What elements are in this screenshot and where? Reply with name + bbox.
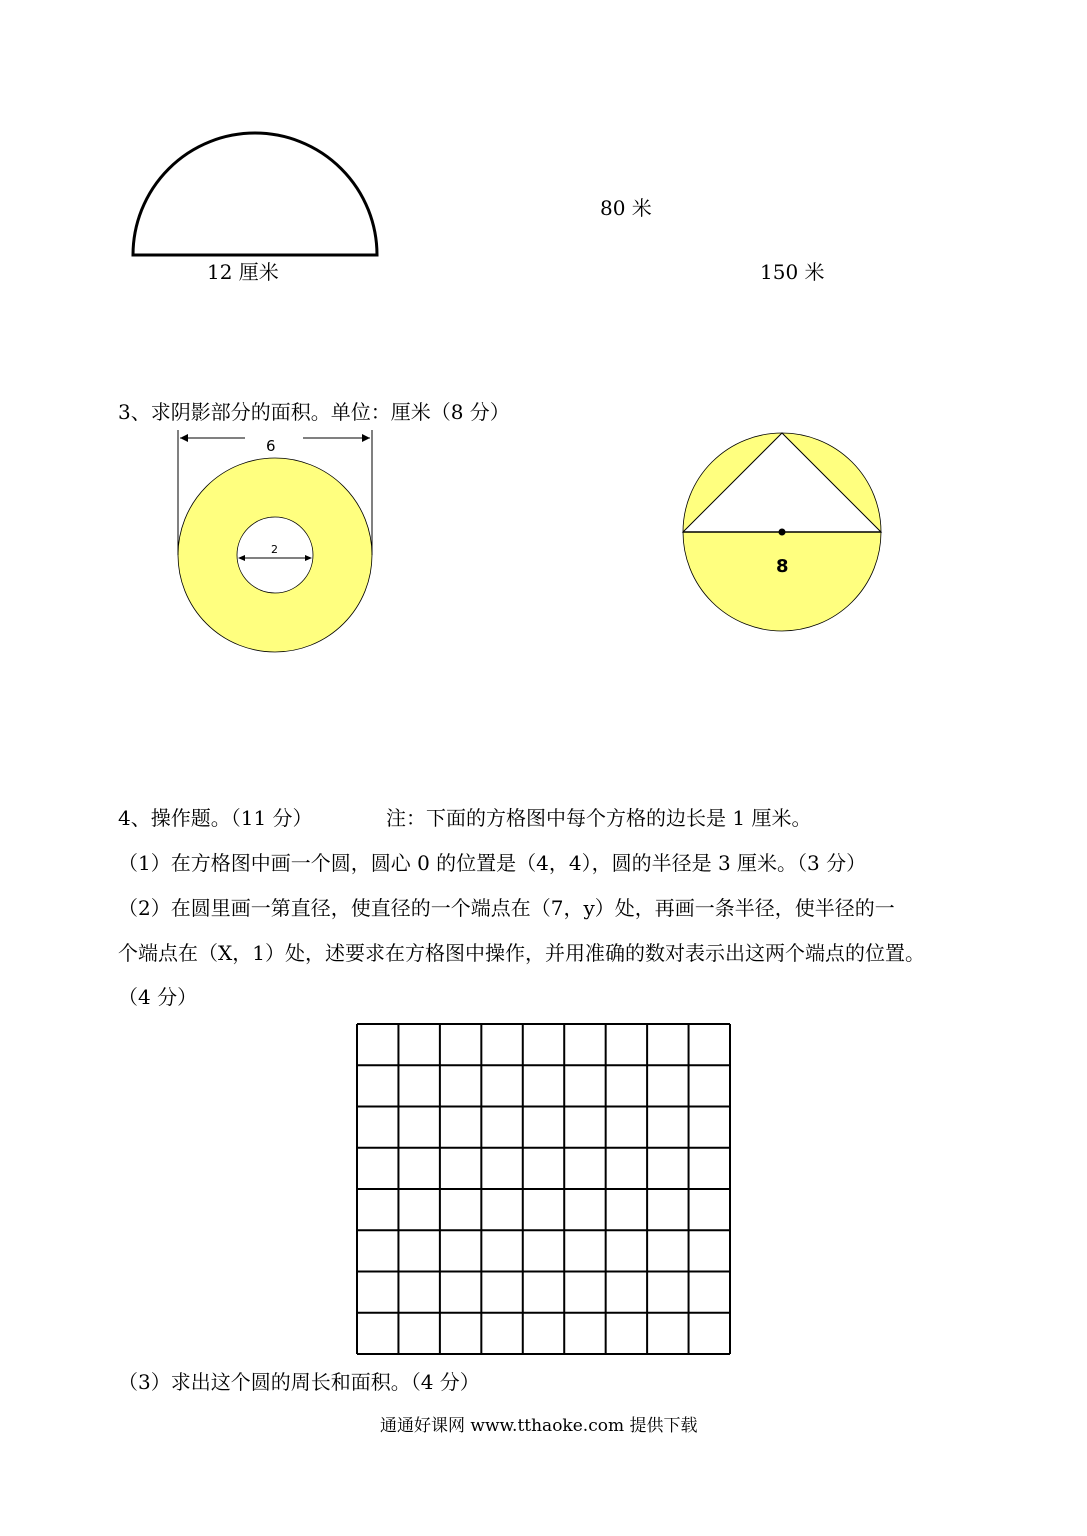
ring-outer-label: 6: [266, 437, 276, 455]
q4-part2-line2: 个端点在（X，1）处，述要求在方格图中操作，并用准确的数对表示出这两个端点的位置。: [118, 941, 925, 965]
q4-note: 注：下面的方格图中每个方格的边长是 1 厘米。: [386, 806, 812, 830]
q4-title: 4、操作题。（11 分）: [118, 806, 313, 830]
q4-part2-line1: （2）在圆里画一第直径，使直径的一个端点在（7，y）处，再画一条半径，使半径的一: [118, 896, 895, 920]
q4-part3: （3）求出这个圆的周长和面积。（4 分）: [118, 1370, 480, 1394]
circle-label: 8: [776, 556, 789, 577]
field-width-label: 80 米: [600, 196, 652, 220]
q4-part1: （1）在方格图中画一个圆，圆心 0 的位置是（4，4），圆的半径是 3 厘米。（3 分）: [118, 851, 867, 875]
field-length-label: 150 米: [760, 260, 825, 284]
footer: 通通好课网 www.tthaoke.com 提供下载: [380, 1416, 698, 1436]
semicircle-label: 12 厘米: [207, 260, 279, 284]
q4-part2-line3: （4 分）: [118, 985, 198, 1009]
ring-inner-label: 2: [271, 543, 278, 556]
q3-title: 3、求阴影部分的面积。单位：厘米（8 分）: [118, 400, 510, 424]
